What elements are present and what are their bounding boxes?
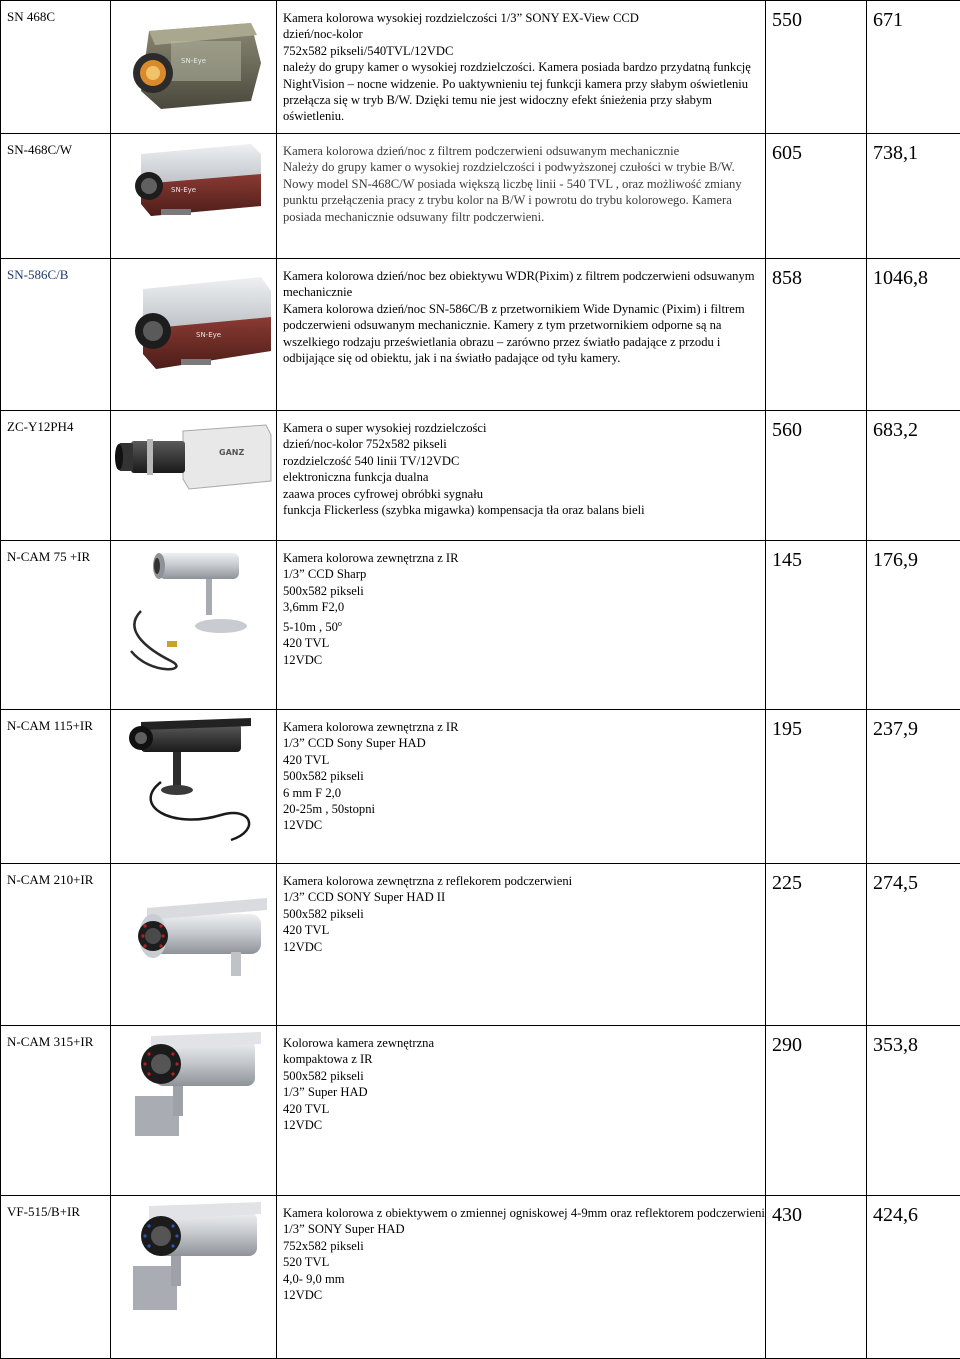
description-line	[283, 616, 765, 636]
description-line: 420 TVL	[283, 635, 765, 651]
price-gross: 424,6	[867, 1196, 960, 1359]
product-image-cell	[111, 259, 277, 411]
product-image-cell	[111, 710, 277, 864]
table-row	[1, 1026, 960, 1196]
description-line: rozdzielczość 540 linii TV/12VDC	[283, 453, 765, 469]
description-line: 12VDC	[283, 939, 765, 955]
box-camera-image	[111, 1, 276, 133]
bullet-camera-image	[111, 710, 276, 863]
description-line: Kamera kolorowa zewnętrzna z IR	[283, 719, 765, 735]
description-line: Kamera kolorowa z obiektywem o zmiennej ogniskowej 4-9mm oraz reflektorem podczerwieni	[283, 1205, 765, 1221]
description-cell	[277, 411, 766, 541]
description-line: Kamera kolorowa dzień/noc bez obiektywu WDR(Pixim) z filtrem podczerwieni odsuwanym mechanicznie	[283, 268, 765, 301]
description-line: 1/3” CCD SONY Super HAD II	[283, 889, 765, 905]
description-line: kompaktowa z IR	[283, 1051, 765, 1067]
price-gross: 237,9	[867, 710, 960, 864]
description-line: 20-25m , 50stopni	[283, 801, 765, 817]
brand-logo: GANZ	[219, 448, 244, 457]
bullet-camera-image	[111, 1026, 276, 1195]
product-image-cell	[111, 1, 277, 134]
bullet-camera-image	[111, 1196, 276, 1358]
description-line: 500x582 pikseli	[283, 906, 765, 922]
box-camera-image	[111, 259, 276, 410]
description-cell	[277, 541, 766, 710]
price-net: 195	[766, 710, 867, 864]
price-net: 290	[766, 1026, 867, 1196]
description-line: elektroniczna funkcja dualna	[283, 469, 765, 485]
description-line: 500x582 pikseli	[283, 583, 765, 599]
description-line: 500x582 pikseli	[283, 768, 765, 784]
price-gross: 738,1	[867, 134, 960, 259]
description-line: 420 TVL	[283, 1101, 765, 1117]
description-line: 12VDC	[283, 1287, 765, 1303]
description-line: funkcja Flickerless (szybka migawka) kompensacja tła oraz balans bieli	[283, 502, 765, 518]
description-line: należy do grupy kamer o wysokiej rozdzielczości. Kamera posiada bardzo przydatną funkcję NightVision – nocne widzenie. Po uaktywnieniu tej funkcji kamera przy słabym oświetleniu przełącza się w tryb B/W. Dzięki temu nie jest widoczny efekt śnieżenia przy słabym oświetleniu.	[283, 59, 765, 125]
model-cell: SN 468C	[1, 1, 111, 134]
description-line: dzień/noc-kolor	[283, 26, 765, 42]
table-row	[1, 710, 960, 864]
model-cell: SN-468C/W	[1, 134, 111, 259]
price-gross: 274,5	[867, 864, 960, 1026]
brand-logo: SN-Eye	[196, 331, 221, 339]
price-net: 430	[766, 1196, 867, 1359]
price-net: 605	[766, 134, 867, 259]
description-cell	[277, 1026, 766, 1196]
model-cell: N-CAM 75 +IR	[1, 541, 111, 710]
description-line: 500x582 pikseli	[283, 1068, 765, 1084]
brand-logo: SN-Eye	[181, 57, 206, 65]
description-line: 6 mm F 2,0	[283, 785, 765, 801]
description-line: 12VDC	[283, 1117, 765, 1133]
description-line: 1/3” CCD Sharp	[283, 566, 765, 582]
description-cell	[277, 864, 766, 1026]
description-line: 12VDC	[283, 817, 765, 833]
price-net: 550	[766, 1, 867, 134]
description-line: 420 TVL	[283, 922, 765, 938]
description-line: Należy do grupy kamer o wysokiej rozdzielczości i podwyższonej czułości w trybie B/W.	[283, 159, 765, 175]
description-line: Kamera kolorowa dzień/noc SN-586C/B z przetwornikiem Wide Dynamic (Pixim) i filtrem podczerwieni odsuwanym mechanicznie. Kamery z tym przetwornikiem odporne są na wszelkiego rodzaju prześwietlania obrazu – zarówno przez światło padające z przodu i odbijające się od obiektu, jak i na światło padające od tyłu kamery.	[283, 301, 765, 367]
table-row	[1, 1196, 960, 1359]
bullet-camera-image	[111, 864, 276, 1025]
price-gross: 671	[867, 1, 960, 134]
description-line: Kamera kolorowa dzień/noc z filtrem podczerwieni odsuwanym mechanicznie	[283, 143, 765, 159]
box-camera-image	[111, 411, 276, 540]
description-cell	[277, 1, 766, 134]
description-line: 420 TVL	[283, 752, 765, 768]
description-line: 1/3” CCD Sony Super HAD	[283, 735, 765, 751]
description-line: 1/3” SONY Super HAD	[283, 1221, 765, 1237]
table-row	[1, 864, 960, 1026]
product-image-cell	[111, 864, 277, 1026]
product-image-cell	[111, 134, 277, 259]
table-row	[1, 134, 960, 259]
model-cell: N-CAM 210+IR	[1, 864, 111, 1026]
price-gross: 353,8	[867, 1026, 960, 1196]
description-line: Kamera kolorowa zewnętrzna z IR	[283, 550, 765, 566]
model-cell: ZC-Y12PH4	[1, 411, 111, 541]
product-image-cell	[111, 1026, 277, 1196]
description-line: 752x582 pikseli/540TVL/12VDC	[283, 43, 765, 59]
description-line: Nowy model SN-468C/W posiada większą liczbę linii - 540 TVL , oraz możliwość zmiany punktu przełączenia pracy z trybu kolor na B/W i powrotu do trybu kolorowego. Kamera posiada mechanicznie odsuwany filtr podczerwieni.	[283, 176, 765, 225]
table-row	[1, 1, 960, 134]
product-image-cell	[111, 541, 277, 710]
brand-logo: SN-Eye	[171, 186, 196, 194]
model-cell: N-CAM 115+IR	[1, 710, 111, 864]
price-net: 858	[766, 259, 867, 411]
description-cell	[277, 134, 766, 259]
description-line: Kamera o super wysokiej rozdzielczości	[283, 420, 765, 436]
description-line: Kamera kolorowa wysokiej rozdzielczości 1/3” SONY EX-View CCD	[283, 10, 765, 26]
description-line: 3,6mm F2,0	[283, 599, 765, 615]
description-cell	[277, 1196, 766, 1359]
model-cell: VF-515/B+IR	[1, 1196, 111, 1359]
product-image-cell	[111, 411, 277, 541]
description-cell	[277, 259, 766, 411]
price-gross: 176,9	[867, 541, 960, 710]
table-row	[1, 541, 960, 710]
product-image-cell	[111, 1196, 277, 1359]
description-line: Kolorowa kamera zewnętrzna	[283, 1035, 765, 1051]
price-gross: 683,2	[867, 411, 960, 541]
description-line: 4,0- 9,0 mm	[283, 1271, 765, 1287]
model-cell: N-CAM 315+IR	[1, 1026, 111, 1196]
model-cell: SN-586C/B	[1, 259, 111, 411]
description-line: 12VDC	[283, 652, 765, 668]
table-row	[1, 259, 960, 411]
degree-sign: o	[338, 619, 342, 628]
description-line: dzień/noc-kolor 752x582 pikseli	[283, 436, 765, 452]
price-net: 145	[766, 541, 867, 710]
table-row	[1, 411, 960, 541]
bullet-camera-image	[111, 541, 276, 709]
price-net: 560	[766, 411, 867, 541]
description-line: 520 TVL	[283, 1254, 765, 1270]
description-line: 752x582 pikseli	[283, 1238, 765, 1254]
description-line: Kamera kolorowa zewnętrzna z reflekorem podczerwieni	[283, 873, 765, 889]
angle-text: 5-10m , 50	[283, 620, 338, 634]
description-cell	[277, 710, 766, 864]
description-line: 1/3” Super HAD	[283, 1084, 765, 1100]
price-net: 225	[766, 864, 867, 1026]
box-camera-image	[111, 134, 276, 258]
description-line: zaawa proces cyfrowej obróbki sygnału	[283, 486, 765, 502]
price-gross: 1046,8	[867, 259, 960, 411]
